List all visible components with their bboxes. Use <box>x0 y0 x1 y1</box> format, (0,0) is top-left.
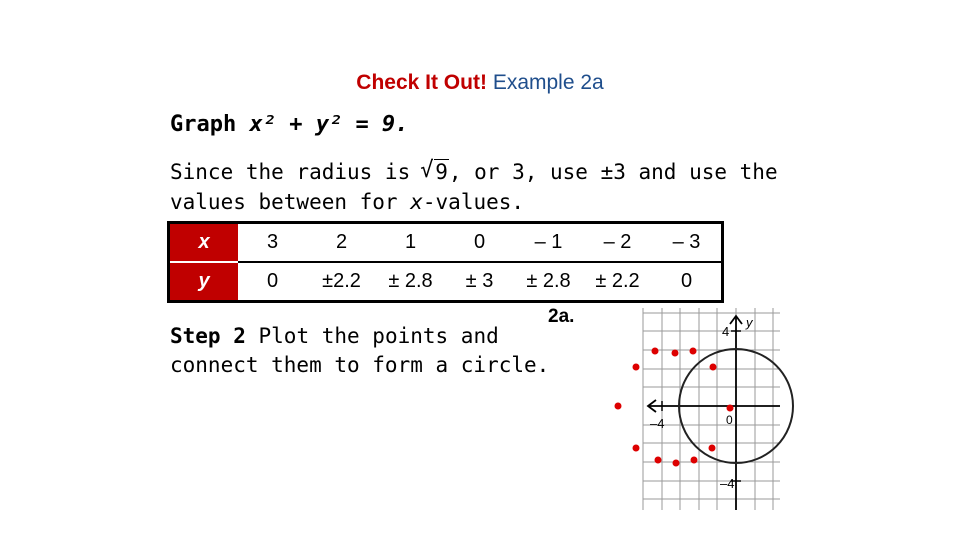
table-cell: ± 2.8 <box>526 270 571 292</box>
values-table <box>167 221 724 303</box>
table-cell: ± 3 <box>465 270 494 292</box>
graph-prefix: Graph <box>170 112 237 137</box>
point <box>710 364 717 371</box>
explanation-text-1: Since the radius is <box>170 160 411 184</box>
check-it-out-label: Check It Out! <box>356 71 487 94</box>
explanation-var: x <box>410 190 423 214</box>
point <box>673 460 680 467</box>
radical-icon: √ <box>420 158 434 183</box>
explanation-line-1 <box>170 160 778 184</box>
step-label: Step 2 <box>170 324 246 348</box>
radicand: 9 <box>435 160 448 184</box>
tick-label-top: 4 <box>722 324 730 339</box>
tick-label-left: –4 <box>650 416 665 431</box>
point <box>655 457 662 464</box>
table-row-x <box>169 223 723 263</box>
step-text-1: Plot the points and <box>258 324 499 348</box>
table-cell: – 1 <box>514 223 583 263</box>
equation: x² + y² = 9. <box>249 112 409 137</box>
tick-label-bottom: –4 <box>720 476 735 491</box>
table-cell: 1 <box>376 223 445 263</box>
slide-title <box>0 71 960 95</box>
example-label: Example 2a <box>492 71 604 94</box>
explanation-text-4: -values. <box>422 190 525 214</box>
y-axis-label: y <box>746 315 753 330</box>
point <box>691 457 698 464</box>
point <box>633 445 640 452</box>
origin-label: 0 <box>726 413 733 427</box>
point <box>727 405 734 412</box>
step-text-2: connect them to form a circle. <box>170 353 550 377</box>
table-cell: 0 <box>445 223 514 263</box>
table-cell: 0 <box>680 270 693 292</box>
point <box>652 348 659 355</box>
problem-statement <box>170 112 408 137</box>
table-header-x: x <box>169 223 239 263</box>
point <box>709 445 716 452</box>
circle-graph <box>600 300 800 515</box>
table-cell: 3 <box>238 223 307 263</box>
figure-label: 2a. <box>548 306 575 327</box>
table-cell: 0 <box>266 270 279 292</box>
table-cell: ±2.2 <box>322 270 361 292</box>
point <box>672 350 679 357</box>
explanation-text-3: values between for <box>170 190 398 214</box>
square-root <box>422 160 449 184</box>
table-header-y: y <box>169 262 239 302</box>
point <box>690 348 697 355</box>
table-cell: 2 <box>307 223 376 263</box>
table-cell: – 3 <box>652 223 723 263</box>
table-cell: ± 2.2 <box>595 270 640 292</box>
table-cell: ± 2.8 <box>388 270 433 292</box>
explanation-text-2: , or 3, use ±3 and use the <box>448 160 778 184</box>
point <box>615 403 622 410</box>
point <box>633 364 640 371</box>
plotted-points <box>615 348 734 467</box>
table-cell: – 2 <box>583 223 652 263</box>
step-2-text <box>170 322 549 380</box>
graph-grid <box>643 308 780 510</box>
explanation-line-2 <box>170 190 524 214</box>
table-row-y <box>169 262 723 302</box>
